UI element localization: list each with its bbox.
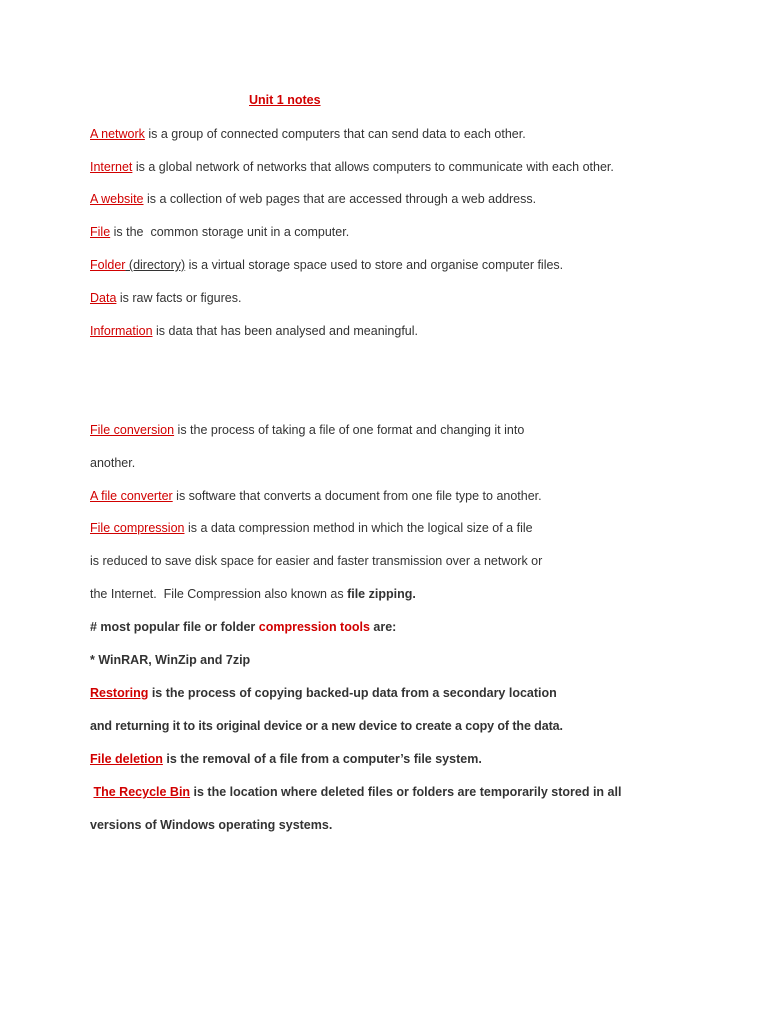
definition-continuation [90,586,416,603]
term-file-compression: File compression [90,521,185,535]
definition-text: is a collection of web pages that are accessed through a web address. [143,192,537,206]
popular-suffix: are: [369,620,397,634]
term-file-converter: A file converter [90,489,173,503]
popular-prefix: # most popular file or folder [90,620,259,634]
definition-text: is raw facts or figures. [116,291,242,305]
definition-text: is the process of copying backed-up data from a secondary location [148,686,557,700]
term-file-deletion: File deletion [90,752,163,766]
definition-text: is data that has been analysed and meaningful. [152,324,418,338]
definition-restoring [90,685,557,702]
definition-text: is the location where deleted files or folders are temporarily stored in all [190,785,622,799]
tools-list-item: * WinRAR, WinZip and 7zip [90,653,251,667]
page-title: Unit 1 notes [249,93,321,107]
definition-text: is a group of connected computers that can send data to each other. [144,127,526,141]
definition-text: is a virtual storage space used to store and organise computer files. [185,258,564,272]
term-information: Information [90,324,153,338]
definition-text: is a global network of networks that allows computers to communicate with each other. [132,160,614,174]
definition-text: is the process of taking a file of one format and changing it into [174,423,525,437]
definition-text: is a data compression method in which the logical size of a file [184,521,533,535]
definition-continuation: versions of Windows operating systems. [90,818,333,832]
term-recycle-bin: The Recycle Bin [93,785,191,799]
term-restoring: Restoring [90,686,149,700]
definition-recycle-bin [90,784,621,801]
definition-file-compression [90,520,533,537]
definition-data [90,290,241,307]
term-file: File [90,225,111,239]
definition-continuation: another. [90,456,136,470]
definition-text: is software that converts a document from one file type to another. [172,489,542,503]
definition-continuation: is reduced to save disk space for easier and faster transmission over a network or [90,554,543,568]
definition-continuation: and returning it to its original device or a new device to create a copy of the data. [90,719,563,733]
term-file-conversion: File conversion [90,423,175,437]
definition-file [90,224,349,241]
continuation-text: the Internet. File Compression also known as [90,587,348,601]
term-folder-aside: (directory) [125,258,186,272]
popular-tools-heading [90,619,396,636]
definition-website [90,191,536,208]
definition-internet [90,159,614,176]
term-folder: Folder [90,258,126,272]
definition-text: is the removal of a file from a computer’s file system. [162,752,482,766]
definition-file-conversion [90,422,524,439]
definition-text: is the common storage unit in a computer. [110,225,350,239]
definition-information [90,323,418,340]
definition-file-converter [90,488,542,505]
term-network: A network [90,127,145,141]
term-website: A website [90,192,144,206]
term-data: Data [90,291,117,305]
period: . [412,587,416,601]
term-internet: Internet [90,160,133,174]
file-zipping-term: file zipping [347,587,413,601]
definition-file-deletion [90,751,482,768]
definition-network [90,126,526,143]
compression-tools-highlight: compression tools [258,620,370,634]
definition-folder [90,257,563,274]
